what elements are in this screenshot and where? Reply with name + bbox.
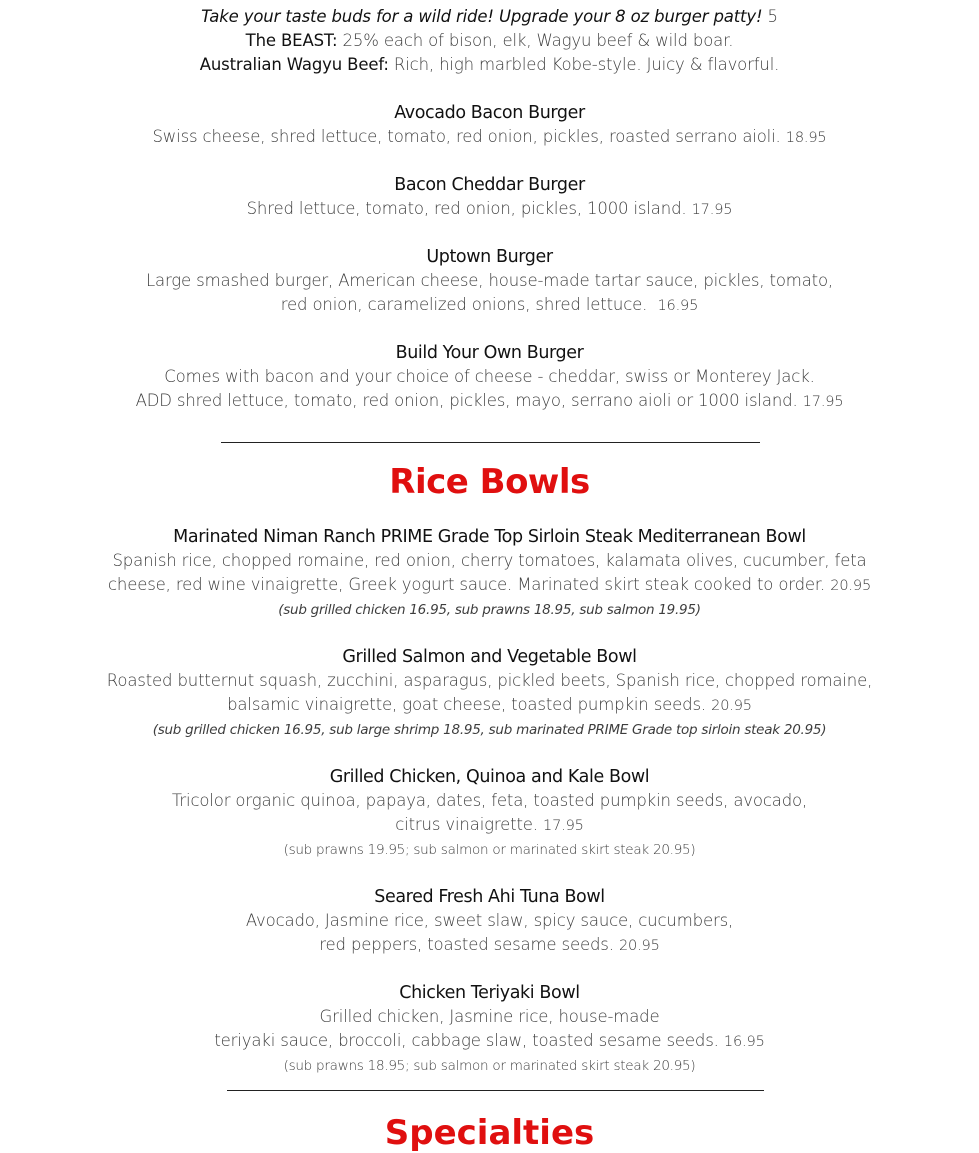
menu-item-desc-text: ADD shred lettuce, tomato, red onion, pickles, mayo, serrano aioli or 1000 island. xyxy=(135,391,798,410)
menu-item-price: 17.95 xyxy=(691,202,733,218)
menu-item-price: 18.95 xyxy=(785,130,827,146)
menu-item-desc-text: Tricolor organic quinoa, papaya, dates, feta, toasted pumpkin seeds, avocado, xyxy=(171,791,808,810)
menu-item-title: Uptown Burger xyxy=(426,247,553,267)
beast-upgrade xyxy=(0,29,979,53)
menu-item-desc-text: Large smashed burger, American cheese, house-made tartar sauce, pickles, tomato, xyxy=(145,271,834,290)
menu-item-desc-text: Grilled chicken, Jasmine rice, house-made xyxy=(319,1007,660,1026)
menu-item-substitutions: (sub grilled chicken 16.95, sub large shrimp 18.95, sub marinated PRIME Grade top sirloin steak 20.95) xyxy=(152,722,827,738)
menu-item-title: Seared Fresh Ahi Tuna Bowl xyxy=(374,887,605,907)
menu-item-desc xyxy=(0,933,979,958)
section-heading-next xyxy=(0,1113,979,1153)
menu-item-price: 16.95 xyxy=(723,1034,765,1050)
menu-item-desc-text: Avocado, Jasmine rice, sweet slaw, spicy sauce, cucumbers, xyxy=(245,911,734,930)
wagyu-label: Australian Wagyu Beef: xyxy=(199,55,389,74)
menu-item-title: Grilled Salmon and Vegetable Bowl xyxy=(342,647,637,667)
menu-item-desc-text: Swiss cheese, shred lettuce, tomato, red onion, pickles, roasted serrano aioli. xyxy=(152,127,781,146)
menu-item-desc xyxy=(0,813,979,838)
section-heading-next-text: Specialties xyxy=(384,1113,595,1153)
menu-item-title: Avocado Bacon Burger xyxy=(394,103,585,123)
menu-item-desc-text: Comes with bacon and your choice of cheese - cheddar, swiss or Monterey Jack. xyxy=(164,367,815,386)
menu-item-substitutions: (sub prawns 18.95; sub salmon or marinated skirt steak 20.95) xyxy=(283,1058,696,1074)
menu-item-price: 17.95 xyxy=(802,394,844,410)
section-heading-rice-bowls: Rice Bowls xyxy=(389,462,590,502)
menu-item-desc-text: Spanish rice, chopped romaine, red onion, cherry tomatoes, kalamata olives, cucumber, feta xyxy=(112,551,867,570)
menu-item-desc-text: balsamic vinaigrette, goat cheese, toasted pumpkin seeds. xyxy=(227,695,707,714)
menu-item-substitutions: (sub grilled chicken 16.95, sub prawns 18.95, sub salmon 19.95) xyxy=(278,602,701,618)
menu-item-desc xyxy=(0,293,979,318)
menu-item-price: 20.95 xyxy=(830,578,872,594)
menu-item-desc-text: red onion, caramelized onions, shred lettuce. xyxy=(280,295,648,314)
menu-item-title: Marinated Niman Ranch PRIME Grade Top Sirloin Steak Mediterranean Bowl xyxy=(173,527,806,547)
menu-item-desc-text: red peppers, toasted sesame seeds. xyxy=(319,935,614,954)
menu-item-desc-text: Shred lettuce, tomato, red onion, pickles, 1000 island. xyxy=(246,199,687,218)
upgrade-intro-price: 5 xyxy=(762,7,778,26)
menu-item-price: 17.95 xyxy=(543,818,584,834)
menu-item-title: Bacon Cheddar Burger xyxy=(394,175,585,195)
upgrade-intro-text: Take your taste buds for a wild ride! Upgrade your 8 oz burger patty! xyxy=(201,7,763,26)
menu-item-desc-text: teriyaki sauce, broccoli, cabbage slaw, toasted sesame seeds. xyxy=(214,1031,719,1050)
menu-item-desc xyxy=(0,573,979,598)
beast-desc: 25% each of bison, elk, Wagyu beef & wild boar. xyxy=(337,31,734,50)
menu-item-desc xyxy=(0,1029,979,1054)
upgrade-intro xyxy=(0,5,979,29)
menu-item-desc-text: cheese, red wine vinaigrette, Greek yogurt sauce. Marinated skirt steak cooked to order. xyxy=(107,575,826,594)
menu-item-desc-text: citrus vinaigrette. xyxy=(395,815,538,834)
wagyu-desc: Rich, high marbled Kobe-style. Juicy & flavorful. xyxy=(388,55,780,74)
wagyu-upgrade xyxy=(0,53,979,77)
beast-label: The BEAST: xyxy=(245,31,338,50)
menu-item-desc xyxy=(0,693,979,718)
menu-item-desc xyxy=(0,389,979,414)
menu-item-price: 20.95 xyxy=(618,938,660,954)
menu-item-title: Grilled Chicken, Quinoa and Kale Bowl xyxy=(329,767,650,787)
section-divider xyxy=(227,1090,764,1091)
menu-item-price: 20.95 xyxy=(711,698,752,714)
menu-item-substitutions: (sub prawns 19.95; sub salmon or marinated skirt steak 20.95) xyxy=(283,842,696,858)
menu-item-price: 16.95 xyxy=(657,298,699,314)
menu-item-title: Chicken Teriyaki Bowl xyxy=(399,983,580,1003)
menu-item-desc xyxy=(0,125,979,150)
menu-item-desc xyxy=(0,197,979,222)
menu-item-title: Build Your Own Burger xyxy=(395,343,584,363)
section-divider xyxy=(221,442,760,443)
menu-item-desc-text: Roasted butternut squash, zucchini, asparagus, pickled beets, Spanish rice, chopped romaine, xyxy=(106,671,873,690)
